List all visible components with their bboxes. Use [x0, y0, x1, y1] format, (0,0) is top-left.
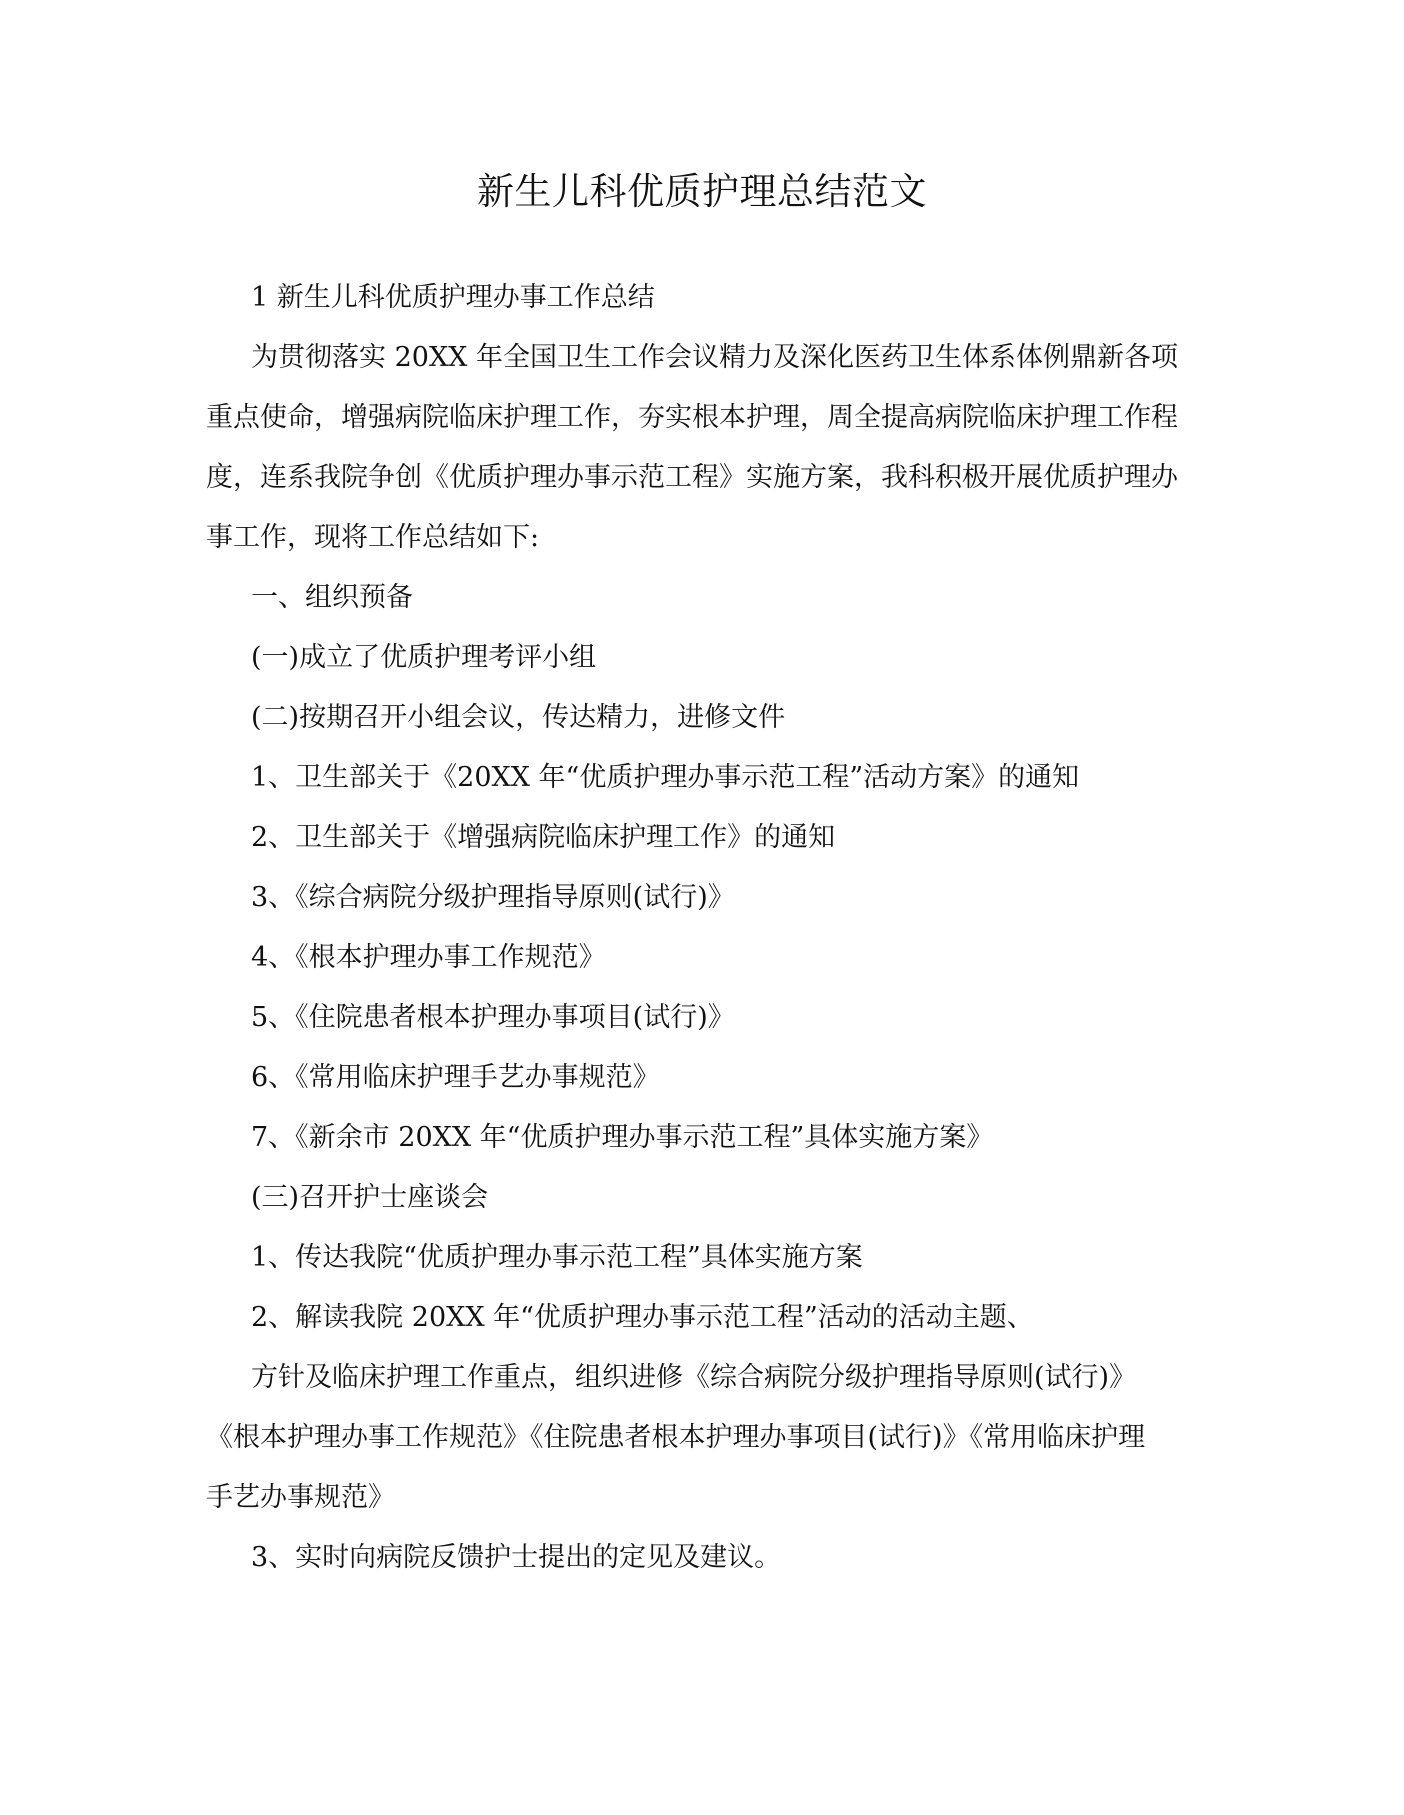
subsection-heading: (三)召开护士座谈会 — [251, 1182, 489, 1213]
list-item: 3、实时向病院反馈护士提出的定见及建议。 — [251, 1542, 782, 1573]
document-title: 新生儿科优质护理总结范文 — [477, 170, 927, 213]
document-body — [206, 268, 1196, 1588]
list-item: 5、《住院患者根本护理办事项目(试行)》 — [251, 1002, 735, 1033]
paragraph-line: 度，连系我院争创《优质护理办事示范工程》实施方案，我科积极开展优质护理办 — [206, 462, 1178, 493]
subsection-heading: (一)成立了优质护理考评小组 — [251, 642, 597, 673]
list-item: 4、《根本护理办事工作规范》 — [251, 942, 606, 973]
paragraph-line: 重点使命，增强病院临床护理工作，夯实根本护理，周全提高病院临床护理工作程 — [206, 402, 1178, 433]
list-item: 1、传达我院“优质护理办事示范工程”具体实施方案 — [251, 1242, 863, 1273]
paragraph-line: 方针及临床护理工作重点，组织进修《综合病院分级护理指导原则(试行)》 — [251, 1362, 1137, 1393]
list-item: 2、卫生部关于《增强病院临床护理工作》的通知 — [251, 822, 836, 853]
paragraph-line: 事工作，现将工作总结如下: — [206, 522, 540, 553]
paragraph-line: 1 新生儿科优质护理办事工作总结 — [251, 282, 655, 313]
list-item: 3、《综合病院分级护理指导原则(试行)》 — [251, 882, 735, 913]
paragraph-line: 《根本护理办事工作规范》《住院患者根本护理办事项目(试行)》《常用临床护理 — [206, 1422, 1146, 1453]
list-item: 1、卫生部关于《20XX 年“优质护理办事示范工程”活动方案》的通知 — [251, 762, 1080, 793]
list-item: 6、《常用临床护理手艺办事规范》 — [251, 1062, 660, 1093]
paragraph-line: 手艺办事规范》 — [206, 1482, 395, 1513]
section-heading: 一、组织预备 — [251, 582, 413, 613]
paragraph-line: 为贯彻落实 20XX 年全国卫生工作会议精力及深化医药卫生体系体例鼎新各项 — [251, 342, 1178, 373]
list-item: 2、解读我院 20XX 年“优质护理办事示范工程”活动的活动主题、 — [251, 1302, 1034, 1333]
subsection-heading: (二)按期召开小组会议，传达精力，进修文件 — [251, 702, 786, 733]
list-item: 7、《新余市 20XX 年“优质护理办事示范工程”具体实施方案》 — [251, 1122, 994, 1153]
